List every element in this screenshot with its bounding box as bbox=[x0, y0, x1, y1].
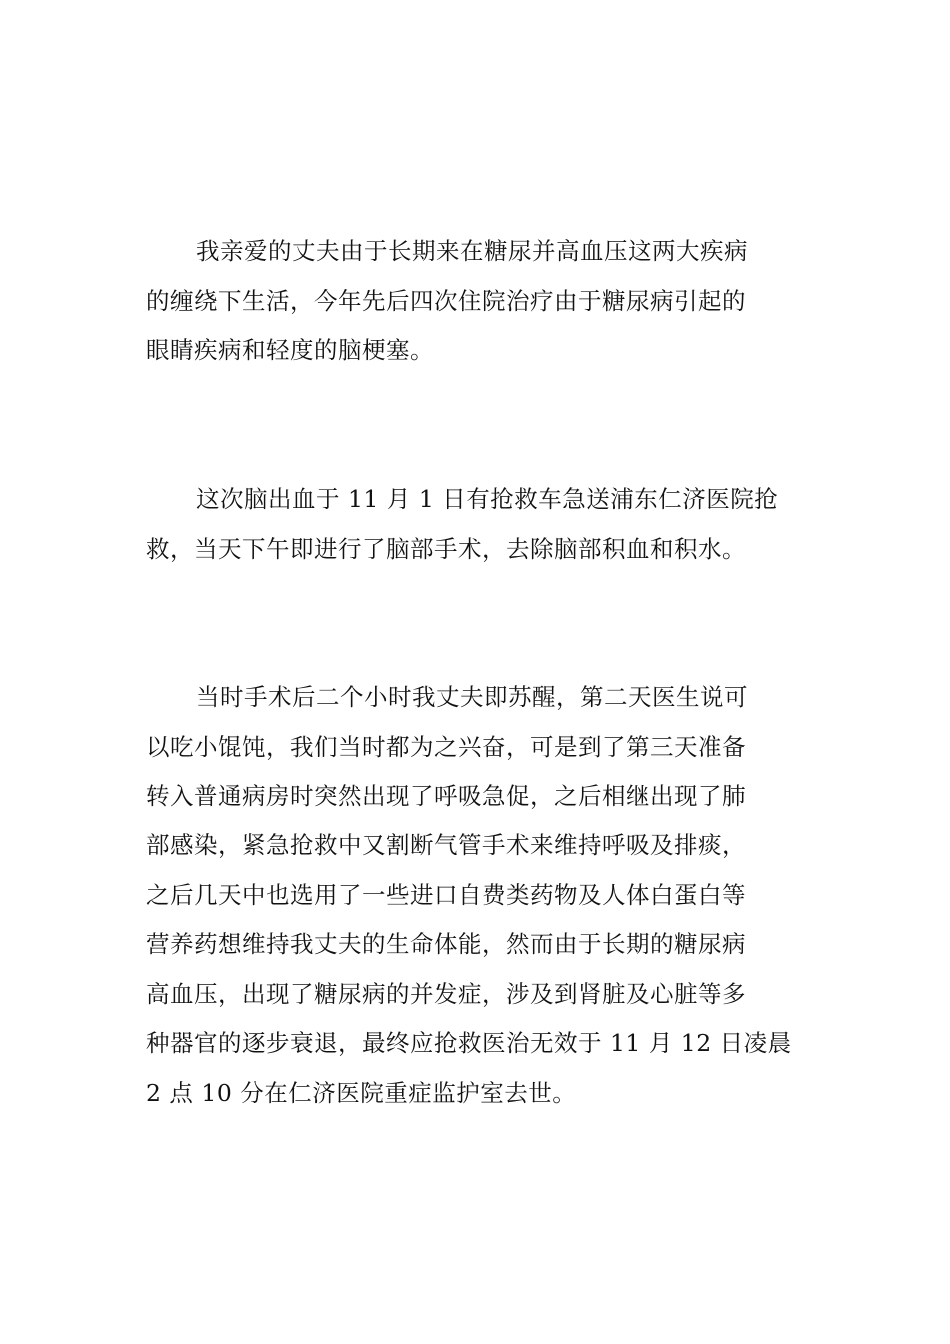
paragraph-line: 部感染，紧急抢救中又割断气管手术来维持呼吸及排痰， bbox=[146, 831, 746, 859]
paragraph-line: 眼睛疾病和轻度的脑梗塞。 bbox=[146, 336, 434, 364]
paragraph-line: 之后几天中也选用了一些进口自费类药物及人体白蛋白等 bbox=[146, 881, 746, 909]
paragraph-line: 的缠绕下生活，今年先后四次住院治疗由于糖尿病引起的 bbox=[146, 287, 746, 315]
paragraph-line: 救，当天下午即进行了脑部手术，去除脑部积血和积水。 bbox=[146, 535, 746, 563]
paragraph-line: 我亲爱的丈夫由于长期来在糖尿并高血压这两大疾病 bbox=[196, 237, 748, 265]
paragraph-line: 2 点 10 分在仁济医院重症监护室去世。 bbox=[146, 1079, 577, 1107]
paragraph-line: 这次脑出血于 11 月 1 日有抢救车急送浦东仁济医院抢 bbox=[196, 485, 779, 513]
paragraph-line: 高血压，出现了糖尿病的并发症，涉及到肾脏及心脏等多 bbox=[146, 980, 746, 1008]
paragraph-line: 营养药想维持我丈夫的生命体能，然而由于长期的糖尿病 bbox=[146, 930, 746, 958]
paragraph-line: 以吃小馄饨，我们当时都为之兴奋，可是到了第三天准备 bbox=[146, 733, 746, 761]
paragraph-line: 种器官的逐步衰退，最终应抢救医治无效于 11 月 12 日凌晨 bbox=[146, 1029, 792, 1057]
paragraph-line: 转入普通病房时突然出现了呼吸急促，之后相继出现了肺 bbox=[146, 782, 746, 810]
paragraph-line: 当时手术后二个小时我丈夫即苏醒，第二天医生说可 bbox=[196, 683, 748, 711]
